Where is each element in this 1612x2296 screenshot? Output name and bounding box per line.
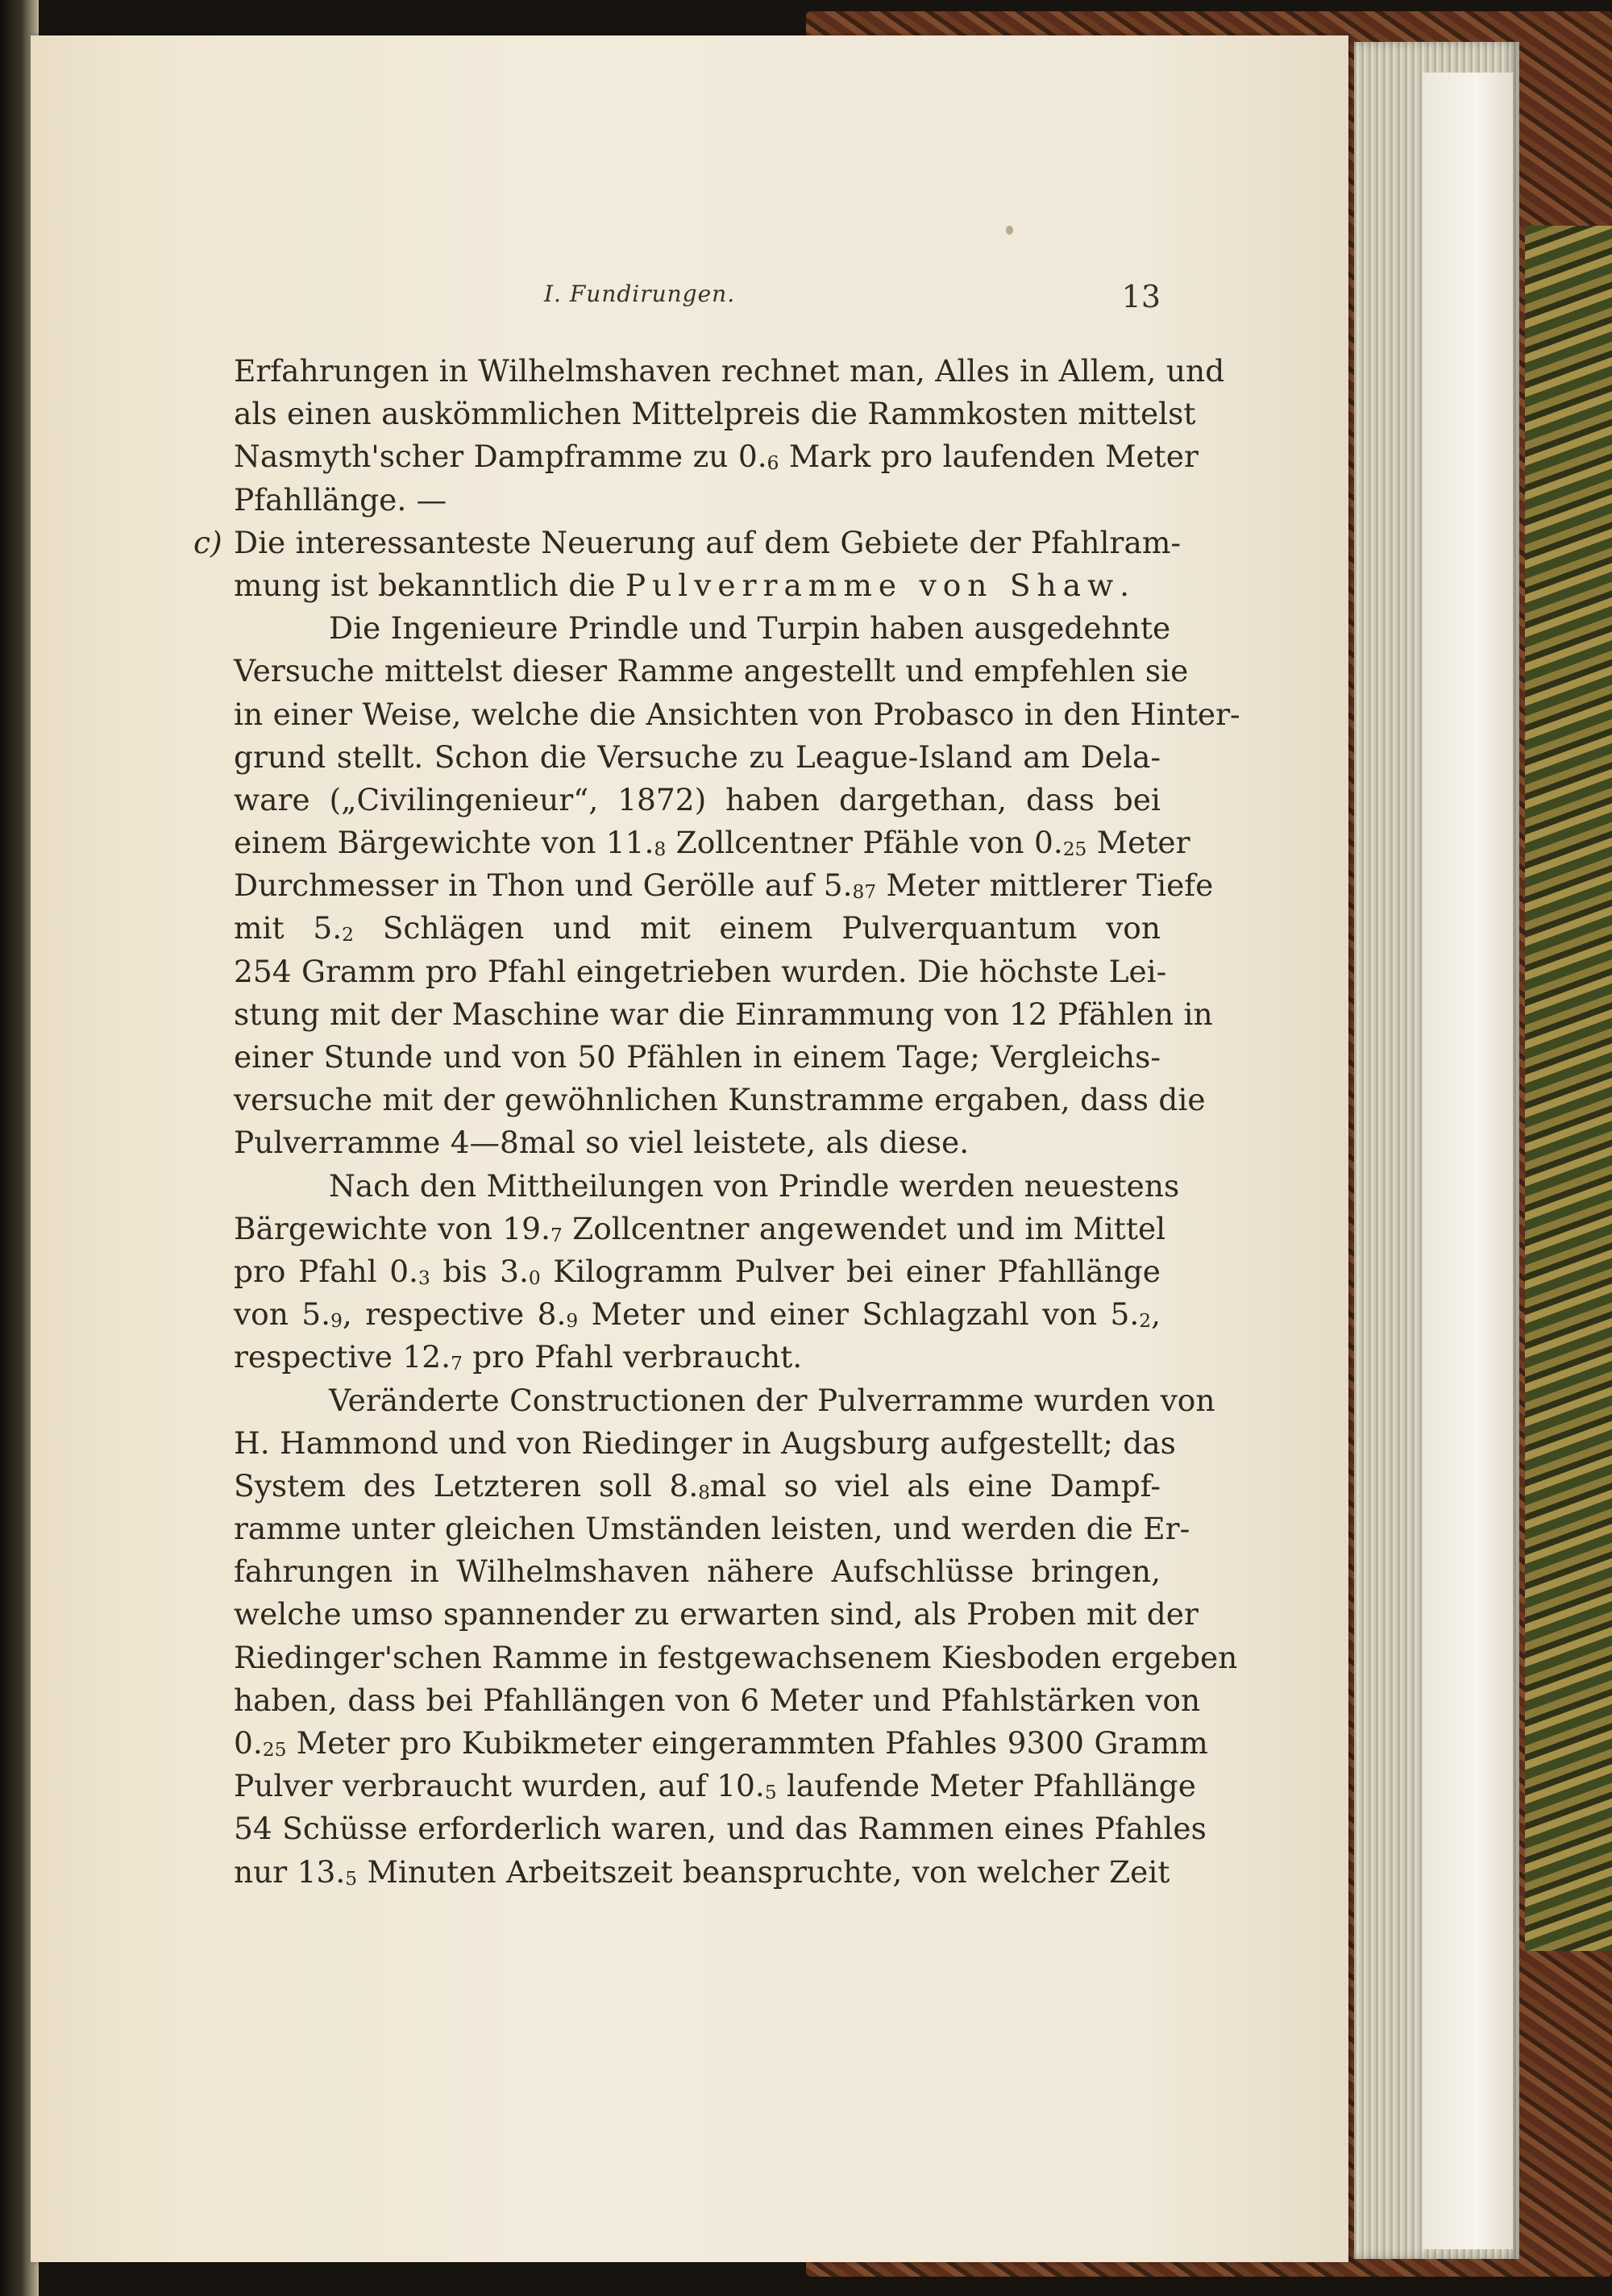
page-number: 13 [1121, 279, 1161, 314]
text-line: einem Bärgewichte von $11._8$ Zollcentner Pfähle von $0._{25}$ Meter [234, 825, 1190, 861]
body-text [193, 350, 1240, 1894]
paragraph [234, 1165, 1180, 1379]
text-line: Nasmyth'scher Dampframme zu $0._6$ Mark pro laufenden Meter [234, 439, 1199, 475]
paper-spot [1006, 226, 1013, 235]
text-line: versuche mit der gewöhnlichen Kunstramme ergaben, dass die [234, 1082, 1206, 1118]
text-line: Erfahrungen in Wilhelmshaven rechnet man, Alles in Allem, und [234, 353, 1225, 389]
text-line: c) Die interessanteste Neuerung auf dem Gebiete der Pfahlram- [234, 522, 1161, 564]
text-line: fahrungen in Wilhelmshaven nähere Aufschlüsse bringen, [234, 1554, 1161, 1590]
text-line: pro Pfahl $0._3$ bis $3._0$ Kilogramm Pulver bei einer Pfahllänge [234, 1253, 1161, 1289]
text-line: Durchmesser in Thon und Gerölle auf $5._{87}$ Meter mittlerer Tiefe [234, 867, 1214, 904]
text-line: System des Letzteren soll $8._8mal$ so viel als eine Dampf- [234, 1467, 1161, 1504]
text-line: grund stellt. Schon die Versuche zu League-Island am Dela- [234, 738, 1161, 775]
text-line: nur $13._5$ Minuten Arbeitszeit beanspruchte, von welcher Zeit [234, 1853, 1170, 1890]
text-line: Pulver verbraucht wurden, auf $10._5$ laufende Meter Pfahllänge [234, 1768, 1196, 1804]
text-line: einer Stunde und von 50 Pfählen in einem Tage; Vergleichs- [234, 1039, 1161, 1075]
text-line: Pfahllänge. — [234, 481, 447, 518]
emphasized-term: Pulverramme von Shaw [625, 567, 1120, 603]
paragraph [193, 522, 1182, 607]
text-line: Bärgewichte von $19._7$ Zollcentner angewendet und im Mittel [234, 1210, 1166, 1246]
text-line: haben, dass bei Pfahllängen von 6 Meter und Pfahlstärken von [234, 1682, 1201, 1718]
running-head [234, 279, 1161, 319]
text-line: Riedinger'schen Ramme in festgewachsenem Kiesboden ergeben [234, 1639, 1238, 1675]
book-cover-edge [1525, 226, 1612, 1951]
text-line: Veränderte Constructionen der Pulverramme wurden von [329, 1382, 1215, 1418]
text-line: H. Hammond und von Riedinger in Augsburg aufgestellt; das [234, 1425, 1176, 1461]
enumeration-marker: c) [193, 524, 222, 560]
paragraph [234, 1379, 1238, 1894]
text-line: $0._{25}$ Meter pro Kubikmeter eingerammten Pfahles 9300 Gramm [234, 1725, 1208, 1761]
text-line: Versuche mittelst dieser Ramme angestellt und empfehlen sie [234, 653, 1189, 689]
text-line: von $5._9$, respective $8._9$ Meter und einer Schlagzahl von $5._2$, [234, 1296, 1161, 1333]
text-line: welche umso spannender zu erwarten sind, als Proben mit der [234, 1596, 1199, 1633]
page-edges-inner [1423, 73, 1513, 2249]
paragraph [234, 607, 1240, 1164]
text-line: Nach den Mittheilungen von Prindle werden neuestens [329, 1167, 1180, 1204]
text-line: mung ist bekanntlich die Pulverramme von Shaw. [234, 567, 1130, 603]
text-line: Pulverramme 4—8mal so viel leistete, als diese. [234, 1125, 970, 1161]
text-line: ramme unter gleichen Umständen leisten, und werden die Er- [234, 1511, 1190, 1547]
text-line: als einen auskömmlichen Mittelpreis die Rammkosten mittelst [234, 396, 1196, 432]
text-line: 254 Gramm pro Pfahl eingetrieben wurden. Die höchste Lei- [234, 953, 1167, 989]
text-line: stung mit der Maschine war die Einrammung von 12 Pfählen in [234, 996, 1213, 1032]
running-head-title: I. Fundirungen. [544, 281, 736, 307]
text-line: Die Ingenieure Prindle und Turpin haben ausgedehnte [329, 610, 1171, 647]
text-line: ware („Civilingenieur“, 1872) haben dargethan, dass bei [234, 781, 1161, 817]
text-line: in einer Weise, welche die Ansichten von Probasco in den Hinter- [234, 696, 1240, 732]
text-line: respective $12._7$ pro Pfahl verbraucht. [234, 1339, 803, 1375]
text-line: 54 Schüsse erforderlich waren, und das Rammen eines Pfahles [234, 1811, 1207, 1847]
paragraph [234, 350, 1225, 522]
text-line: mit $5._2$ Schlägen und mit einem Pulverquantum von [234, 910, 1161, 946]
